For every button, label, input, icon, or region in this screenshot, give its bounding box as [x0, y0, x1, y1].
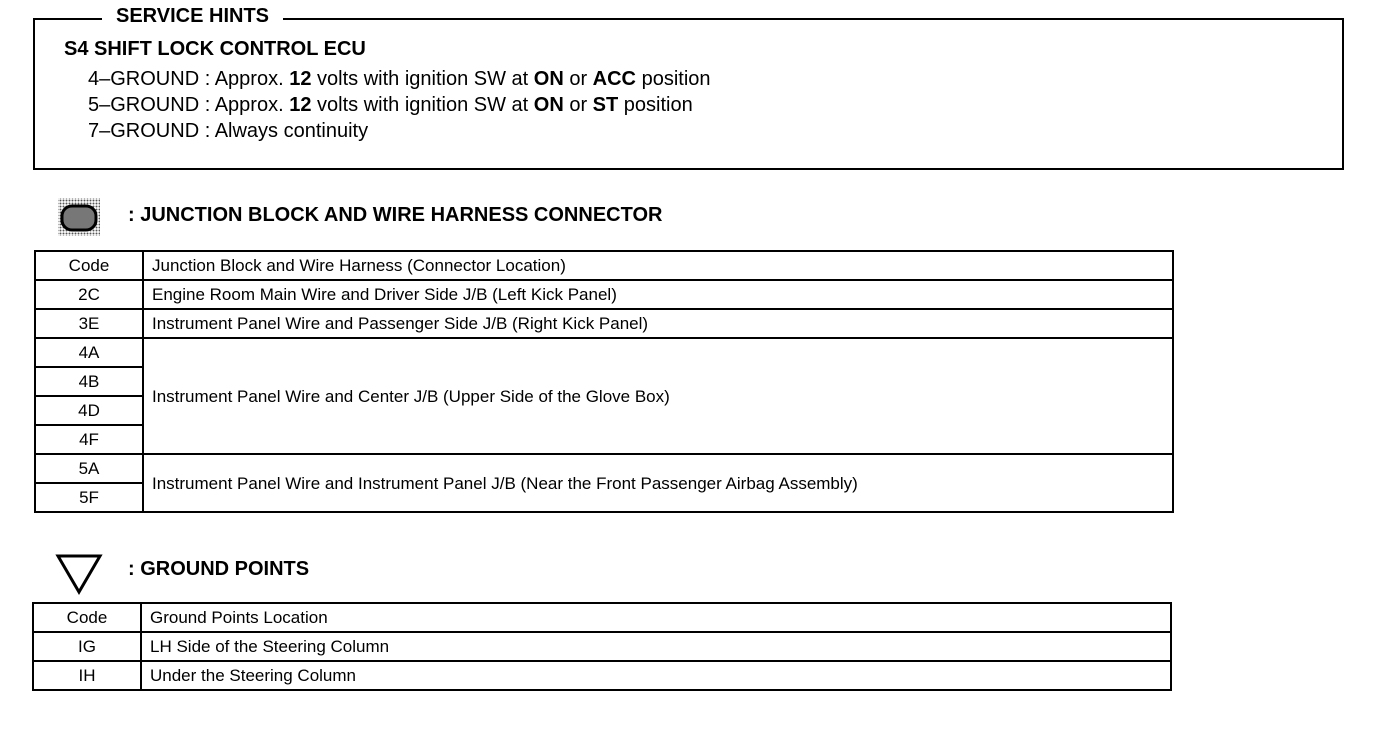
- connector-icon: [56, 196, 102, 238]
- table-row: [33, 632, 1171, 661]
- service-hints-title: SERVICE HINTS: [102, 4, 283, 28]
- code-cell: 4D: [35, 396, 143, 425]
- ground-points-title: : GROUND POINTS: [128, 558, 310, 580]
- ground-points-table: [32, 602, 1172, 691]
- location-cell: LH Side of the Steering Column: [141, 632, 1171, 661]
- table-row: [35, 280, 1173, 309]
- code-cell: 2C: [35, 280, 143, 309]
- ground-triangle-icon: [54, 552, 104, 596]
- hint-line-7: 7–GROUND : Always continuity: [88, 120, 369, 142]
- code-cell: IH: [33, 661, 141, 690]
- code-cell: IG: [33, 632, 141, 661]
- code-cell: 5A: [35, 454, 143, 483]
- code-cell: 4F: [35, 425, 143, 454]
- table-header-row: [35, 251, 1173, 280]
- location-cell: Instrument Panel Wire and Passenger Side J/B (Right Kick Panel): [143, 309, 1173, 338]
- table-row: [33, 661, 1171, 690]
- table-row: [35, 338, 1173, 367]
- location-cell: Instrument Panel Wire and Instrument Panel J/B (Near the Front Passenger Airbag Assembly): [143, 454, 1173, 512]
- component-heading: S4 SHIFT LOCK CONTROL ECU: [64, 38, 366, 60]
- table-row: [35, 454, 1173, 483]
- code-cell: 4B: [35, 367, 143, 396]
- hint-line-5: 5–GROUND : Approx. 12 volts with ignition SW at ON or ST position: [88, 94, 693, 116]
- code-cell: 4A: [35, 338, 143, 367]
- location-cell: Under the Steering Column: [141, 661, 1171, 690]
- table-row: [35, 309, 1173, 338]
- junction-block-title: : JUNCTION BLOCK AND WIRE HARNESS CONNECTOR: [128, 204, 663, 226]
- junction-block-table: [34, 250, 1174, 513]
- location-header: Junction Block and Wire Harness (Connector Location): [143, 251, 1173, 280]
- location-cell: Engine Room Main Wire and Driver Side J/B (Left Kick Panel): [143, 280, 1173, 309]
- location-cell: Instrument Panel Wire and Center J/B (Upper Side of the Glove Box): [143, 338, 1173, 454]
- code-cell: 3E: [35, 309, 143, 338]
- code-header: Code: [33, 603, 141, 632]
- code-cell: 5F: [35, 483, 143, 512]
- location-header: Ground Points Location: [141, 603, 1171, 632]
- code-header: Code: [35, 251, 143, 280]
- hint-line-4: 4–GROUND : Approx. 12 volts with ignition SW at ON or ACC position: [88, 68, 711, 90]
- table-header-row: [33, 603, 1171, 632]
